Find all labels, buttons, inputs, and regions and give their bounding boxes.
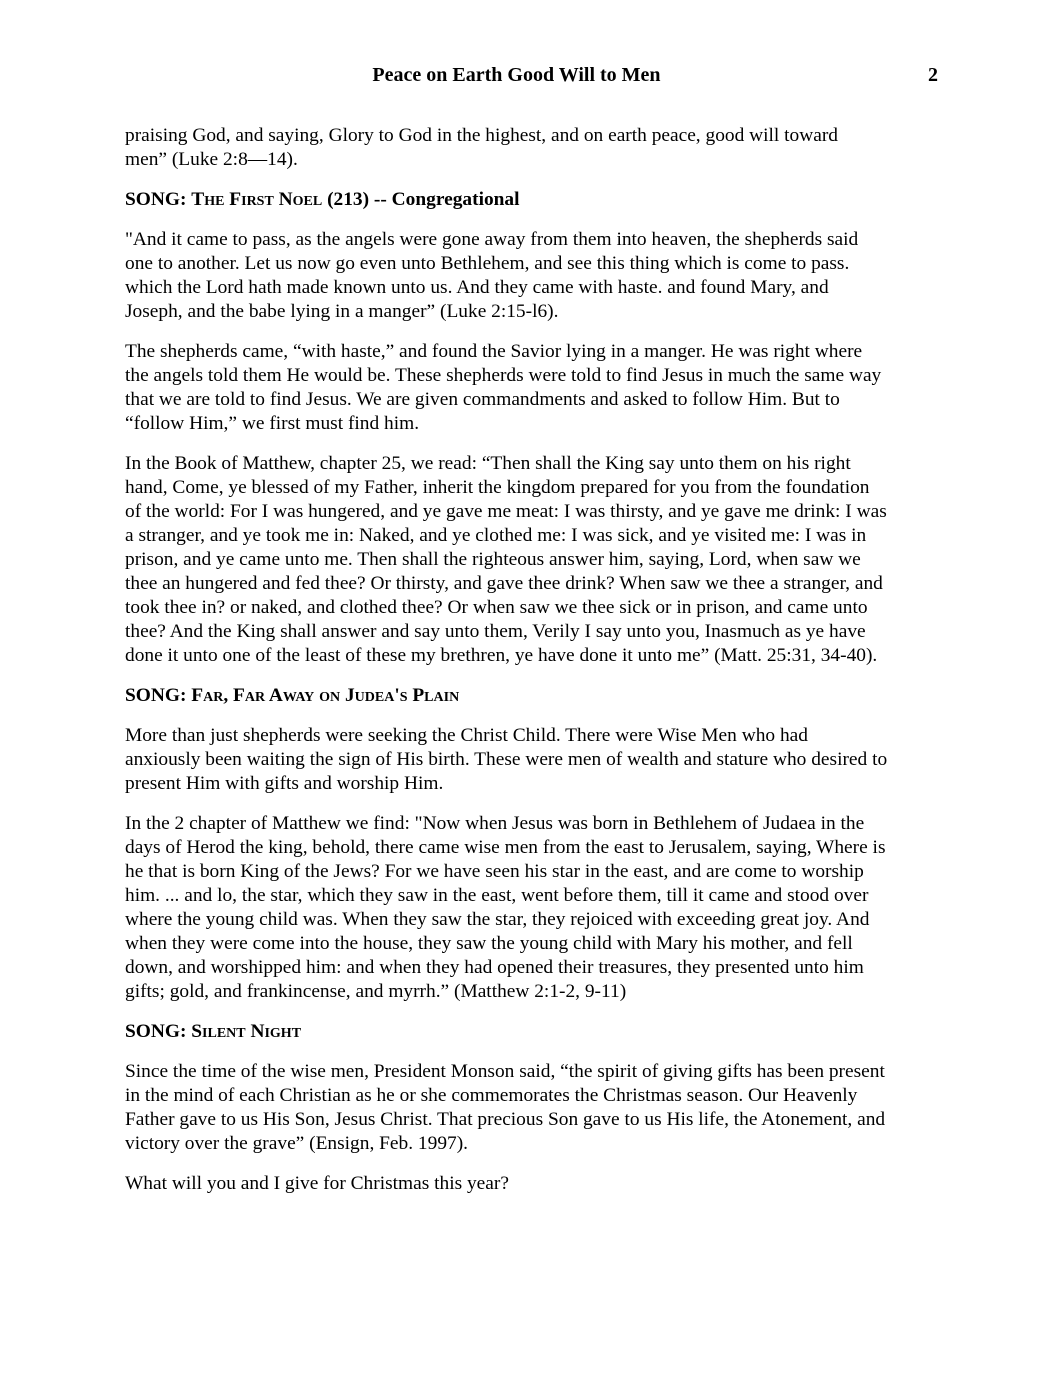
paragraph-shepherds: The shepherds came, “with haste,” and found the Savior lying in a manger. He was right where the angels told them He would be. These shepherds were told to find Jesus in much the same way that we are told to find Jesus. We are given commandments and asked to follow Him. But to “follow Him,” we first must find him.	[125, 341, 882, 434]
song-prefix: SONG:	[125, 685, 192, 706]
paragraph-closing-question: What will you and I give for Christmas this year?	[125, 1173, 509, 1194]
song-suffix: (213) -- Congregational	[322, 189, 520, 210]
page-title: Peace on Earth Good Will to Men	[372, 64, 661, 86]
document-body	[125, 124, 938, 1212]
song-heading-silent-night	[125, 1020, 938, 1044]
paragraph-luke-2-8-14: praising God, and saying, Glory to God in the highest, and on earth peace, good will toward men” (Luke 2:8—14).	[125, 125, 838, 170]
song-title: Far, Far Away on Judea's Plain	[191, 685, 460, 706]
paragraph-matthew-2: In the 2 chapter of Matthew we find: "Now when Jesus was born in Bethlehem of Judaea in the days of Herod the king, behold, there came wise men from the east to Jerusalem, saying, Where is he that is born King of the Jews? For we have seen his star in the east, and are come to worship him. ... and lo, the star, which they saw in the east, went before them, till it came and stood over where the young child was. When they saw the star, they rejoiced with exceeding great joy. And when they were come into the house, they saw the young child with Mary his mother, and fell down, and worshipped him: and when they had opened their treasures, they presented unto him gifts; gold, and frankincense, and myrrh.” (Matthew 2:1-2, 9-11)	[125, 813, 886, 1002]
document-page	[125, 0, 938, 1194]
paragraph-matthew-25: In the Book of Matthew, chapter 25, we read: “Then shall the King say unto them on his right hand, Come, ye blessed of my Father, inherit the kingdom prepared for you from the foundation of the world: For I was hungered, and ye gave me meat: I was thirsty, and ye gave me drink: I was a stranger, and ye took me in: Naked, and ye clothed me: I was sick, and ye visited me: I was in prison, and ye came unto me. Then shall the righteous answer him, saying, Lord, when saw we thee an hungered and fed thee? Or thirsty, and gave thee drink? When saw we thee a stranger, and took thee in? or naked, and clothed thee? Or when saw we thee sick or in prison, and came unto thee? And the King shall answer and say unto them, Verily I say unto you, Inasmuch as ye have done it unto one of the least of these my brethren, ye have done it unto me” (Matt. 25:31, 34-40).	[125, 453, 887, 666]
song-title: The First Noel	[191, 189, 323, 210]
song-title: Silent Night	[191, 1021, 302, 1042]
paragraph-luke-2-15-16: "And it came to pass, as the angels were gone away from them into heaven, the shepherds said one to another. Let us now go even unto Bethlehem, and see this thing which is come to pass. which the Lord hath made known unto us. And they came with haste. and found Mary, and Joseph, and the babe lying in a manger” (Luke 2:15-l6).	[125, 229, 859, 322]
song-prefix: SONG:	[125, 1021, 192, 1042]
page-header	[125, 0, 938, 100]
song-heading-far-far-away	[125, 684, 938, 708]
page-number: 2	[928, 64, 938, 86]
paragraph-wise-men: More than just shepherds were seeking the Christ Child. There were Wise Men who had anxiously been waiting the sign of His birth. These were men of wealth and stature who desired to present Him with gifts and worship Him.	[125, 725, 888, 794]
song-prefix: SONG:	[125, 189, 192, 210]
paragraph-monson-quote: Since the time of the wise men, President Monson said, “the spirit of giving gifts has been present in the mind of each Christian as he or she commemorates the Christmas season. Our Heavenly Father gave to us His Son, Jesus Christ. That precious Son gave to us His life, the Atonement, and victory over the grave” (Ensign, Feb. 1997).	[125, 1061, 886, 1154]
song-heading-first-noel	[125, 188, 938, 212]
